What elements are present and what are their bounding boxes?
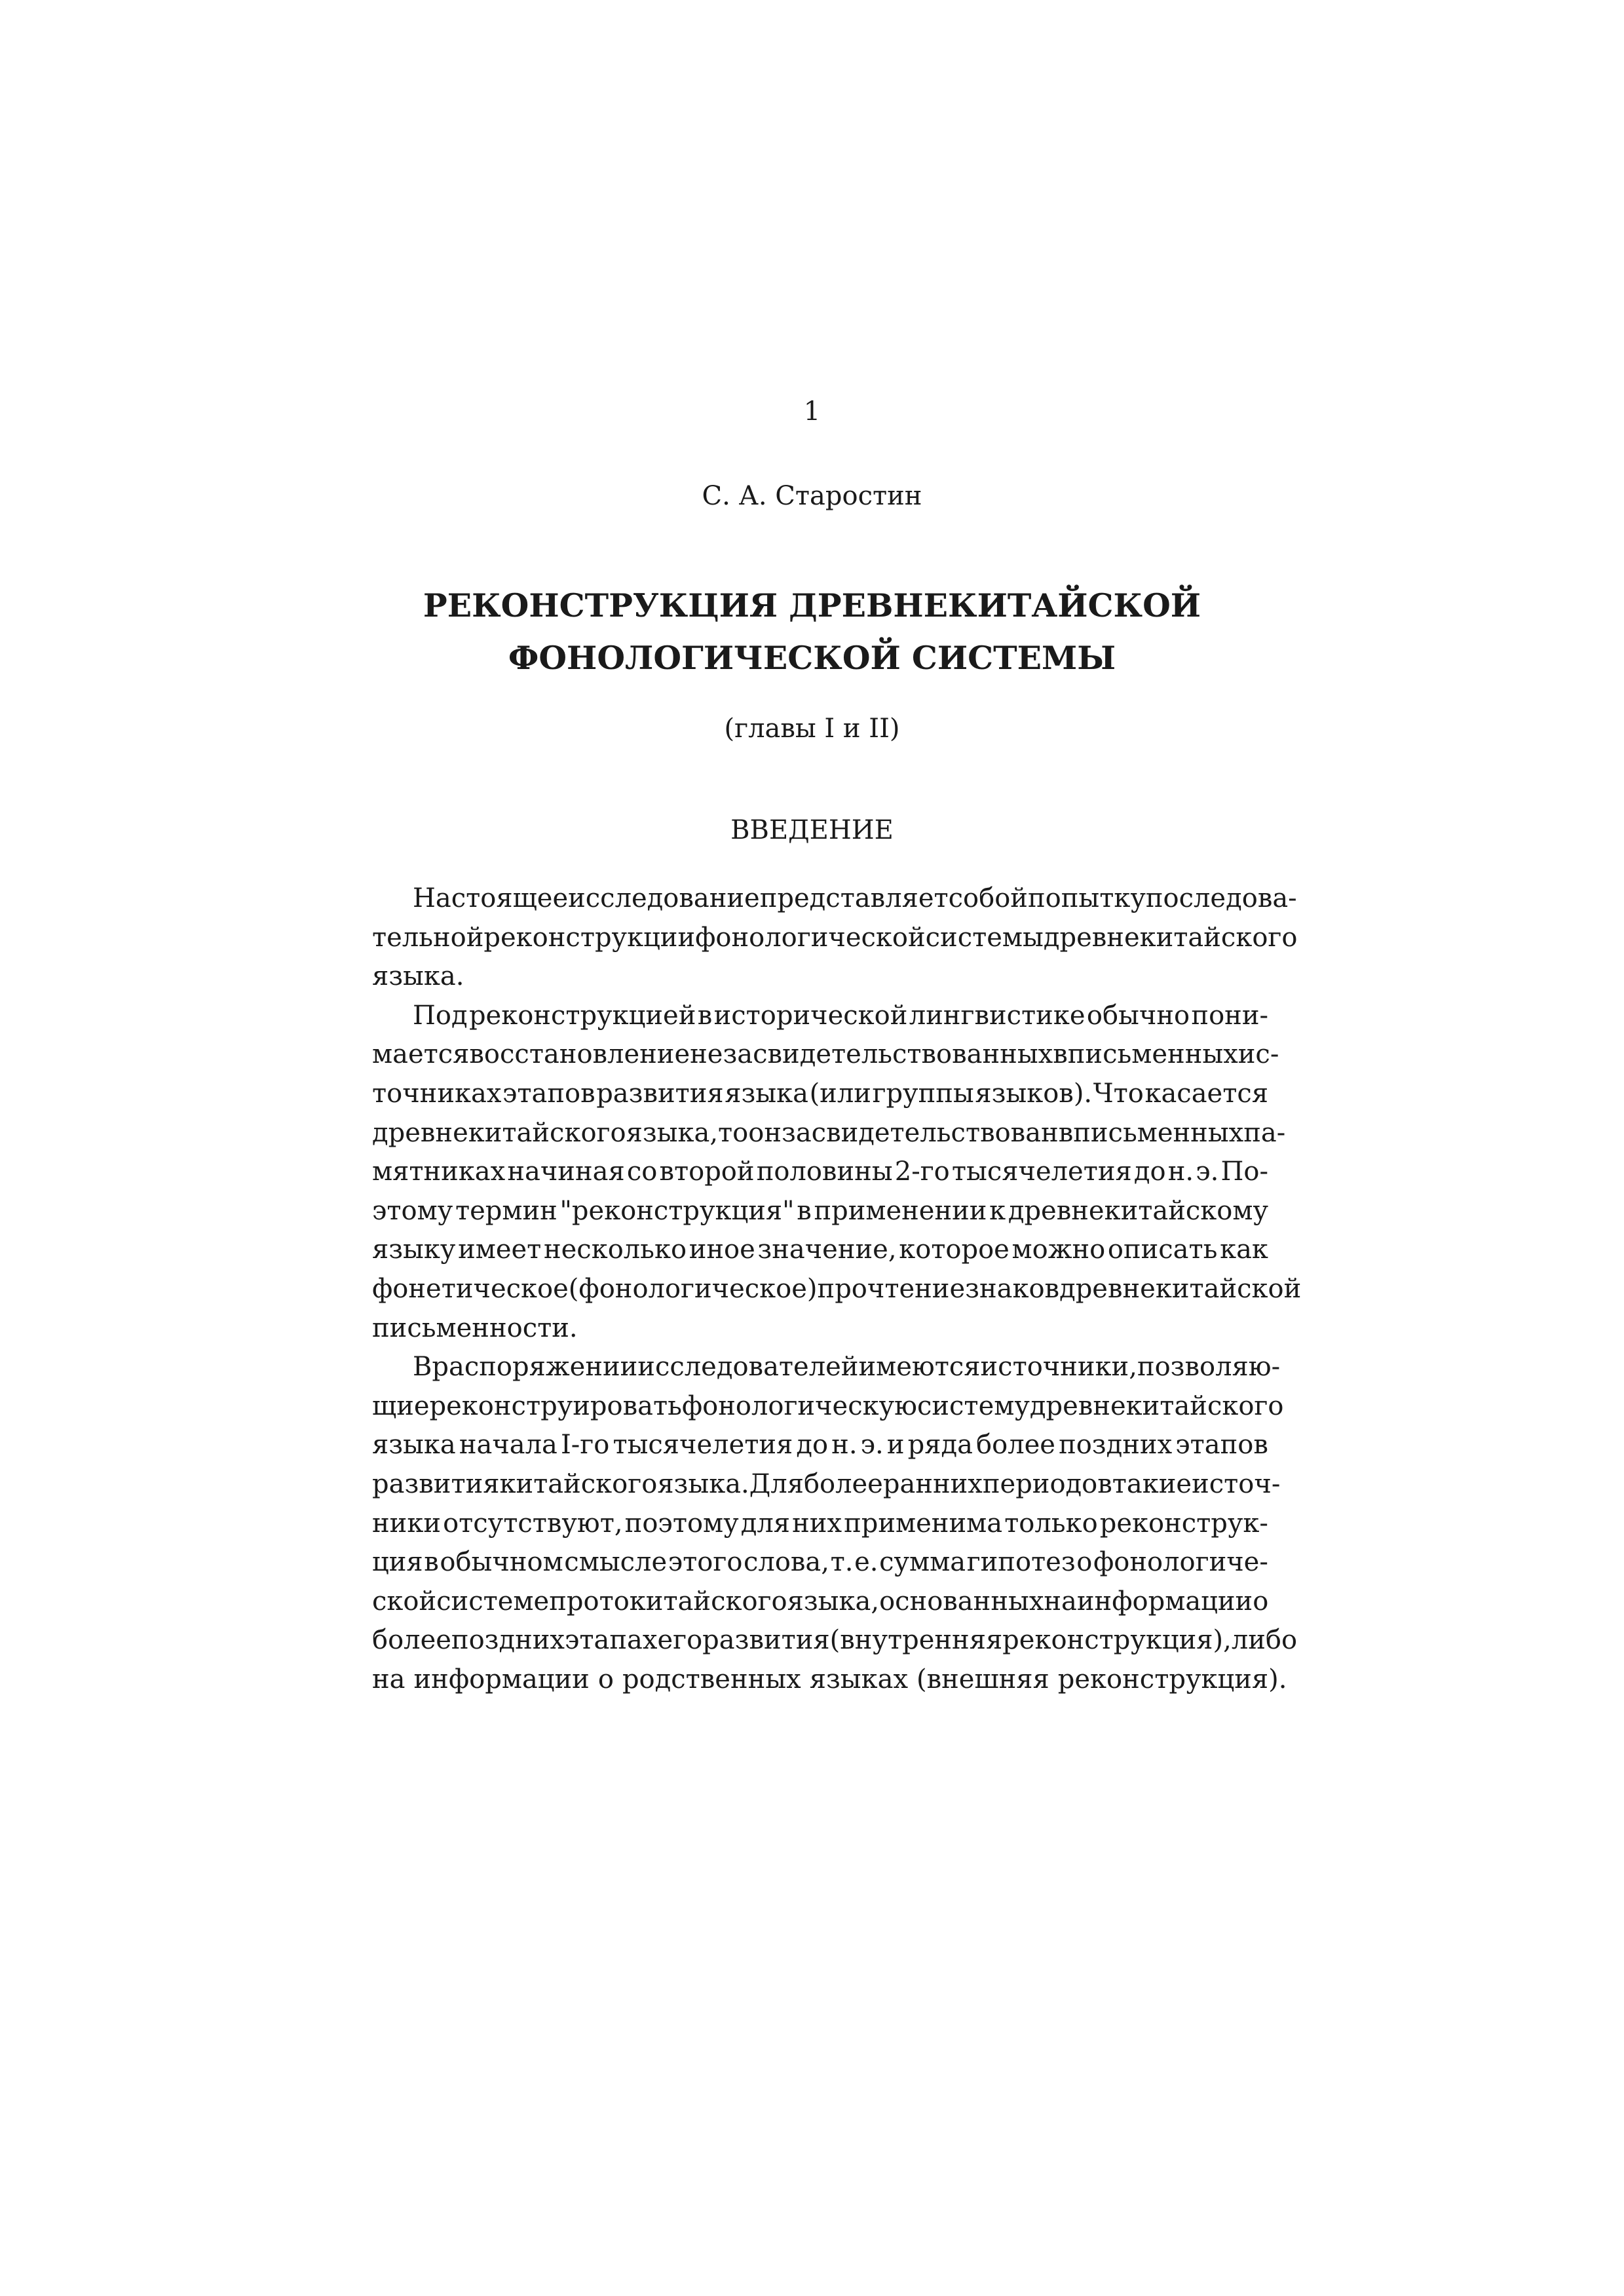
text-line: В распоряжении исследователей имеются источники, позволяю-	[413, 1352, 1281, 1383]
text-line: языка начала I-го тысячелетия до н. э. и ряда более поздних этапов	[372, 1430, 1268, 1461]
section-heading: ВВЕДЕНИЕ	[730, 815, 894, 845]
text-line: развития китайского языка. Для более ранних периодов такие источ-	[372, 1468, 1281, 1499]
author-name: С. А. Старостин	[702, 481, 922, 511]
text-line: Под реконструкцией в исторической лингвистике обычно пони-	[413, 1000, 1268, 1031]
text-line: мятниках начиная со второй половины 2-го тысячелетия до н. э. По-	[372, 1157, 1268, 1187]
text-line: мается восстановление не засвидетельствованных в письменных ис-	[372, 1039, 1279, 1070]
paragraph	[372, 997, 1302, 1348]
text-line: тельной реконструкции фонологической системы древнекитайского	[372, 922, 1298, 953]
article-title-line: ФОНОЛОГИЧЕСКОЙ СИСТЕМЫ	[508, 639, 1116, 677]
text-line: фонетическое (фонологическое) прочтение знаков древнекитайской	[372, 1273, 1302, 1304]
text-line: языку имеет несколько иное значение, которое можно описать как	[372, 1234, 1268, 1265]
paragraph	[372, 879, 1298, 997]
text-line: ция в обычном смысле этого слова, т. е. сумма гипотез о фонологиче-	[372, 1547, 1268, 1578]
text-line: точниках этапов развития языка (или группы языков). Что касается	[372, 1078, 1268, 1109]
paragraph	[372, 1348, 1298, 1699]
text-line: Настоящее исследование представляет собой попытку последова-	[413, 883, 1297, 913]
text-line: на информации о родственных языках (внешняя реконструкция).	[372, 1664, 1287, 1694]
text-line: языка.	[372, 961, 464, 992]
article-title-line: РЕКОНСТРУКЦИЯ ДРЕВНЕКИТАЙСКОЙ	[423, 586, 1201, 624]
text-line: древнекитайского языка, то он засвидетельствован в письменных па-	[372, 1117, 1286, 1148]
text-line: щие реконструировать фонологическую систему древнекитайского	[372, 1390, 1284, 1421]
body-text	[372, 879, 1302, 1699]
article-title	[0, 579, 1624, 684]
article-subtitle: (главы I и II)	[724, 714, 900, 744]
text-line: более поздних этапах его развития (внутренняя реконструкция), либо	[372, 1625, 1298, 1656]
page-number: 1	[803, 396, 821, 427]
text-line: письменности.	[372, 1312, 578, 1343]
text-line: ской системе протокитайского языка, основанных на информации о	[372, 1586, 1269, 1617]
text-line: этому термин "реконструкция" в применении к древнекитайскому	[372, 1195, 1268, 1226]
text-line: ники отсутствуют, поэтому для них применима только реконструк-	[372, 1508, 1268, 1539]
